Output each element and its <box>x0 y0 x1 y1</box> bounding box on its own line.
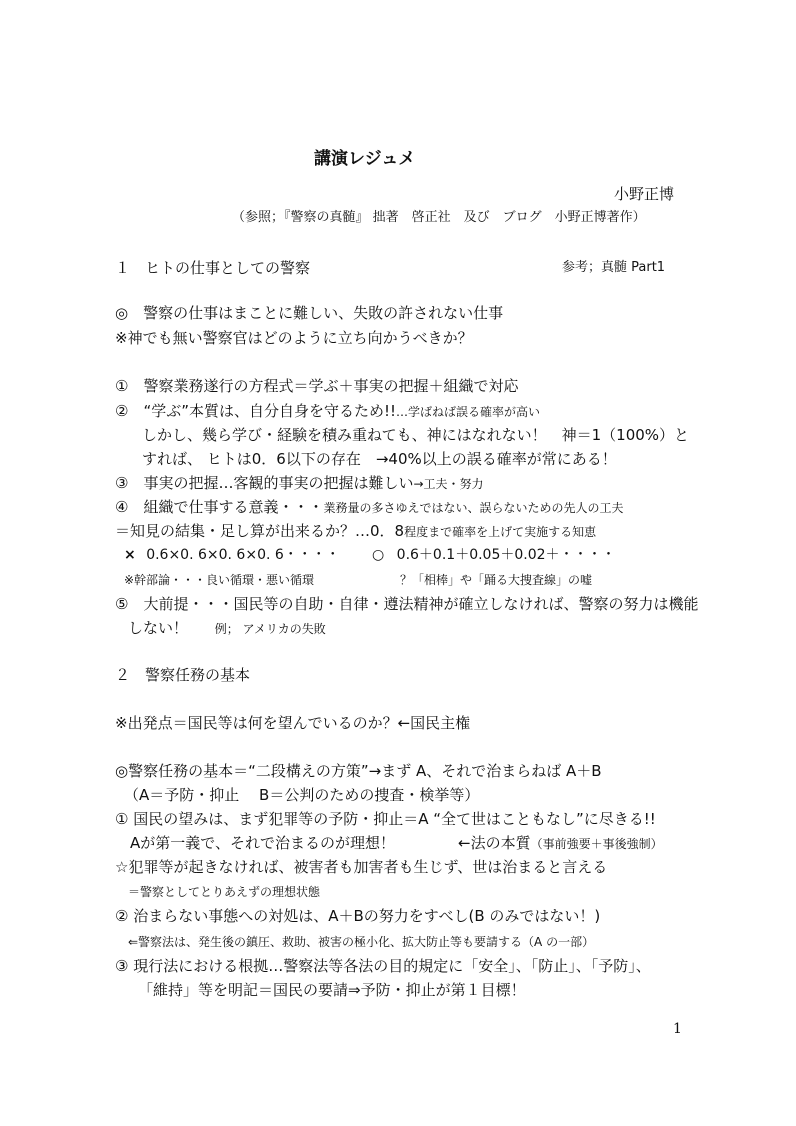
point-3: ③ 現行法における根拠…警察法等各法の目的規定に「安全」、「防止」、「予防」、 <box>115 957 651 975</box>
point-2-continued: すれば、 ヒトは0．6以下の存在 →40%以上の誤る確率が常にある！ <box>142 450 617 468</box>
law-essence-text: ←法の本質 <box>458 834 531 852</box>
point-4-continued <box>115 521 596 542</box>
note-leadership: ※幹部論・・・良い循環・悪い循環 <box>124 573 315 587</box>
point-5-continued <box>128 618 326 639</box>
text-line: ※出発点＝国民等は何を望んでいるのか？←国民主権 <box>115 714 471 732</box>
point-4-text: ④ 組織で仕事する意義・・・ <box>115 498 324 516</box>
point-5: ⑤ 大前提・・・国民等の自助・自律・遵法精神が確立しなければ、警察の努力は機能 <box>115 595 699 613</box>
point-3-continued: 「維持」等を明記＝国民の要請⇒予防・抑止が第１目標！ <box>138 981 526 999</box>
point-2-note: …学ばねば誤る確率が高い <box>396 405 541 419</box>
text-line: ※神でも無い警察官はどのように立ち向かうべきか？ <box>115 329 473 347</box>
document-title: 講演レジュメ <box>314 149 416 169</box>
point-1: ① 警察業務遂行の方程式＝学ぶ＋事実の把握＋組織で対応 <box>115 377 519 395</box>
point-2-continued: しかし、幾ら学び・経験を積み重ねても、神にはなれない！ 神＝1（100%）と <box>142 426 690 444</box>
reference-note: （参照；『警察の真髄』 拙著 啓正社 及び ブログ 小野正博著作） <box>232 210 646 225</box>
point-2-note: ⇐警察法は、発生後の鎮圧、救助、被害の極小化、拡大防止等も要請する（A の一部） <box>128 935 595 949</box>
text-line: ◎ 警察の仕事はまことに難しい、失敗の許されない仕事 <box>115 304 504 322</box>
text-line: ◎警察任務の基本＝“二段構えの方策”→まず A、それで治まらねば A＋B <box>115 762 602 780</box>
point-5-note: 例； アメリカの失敗 <box>214 622 326 636</box>
point-4-continued-text: ＝知見の結集・足し算が出来るか？…0．8 <box>115 522 405 540</box>
point-1: ① 国民の望みは、まず犯罪等の予防・抑止＝A “全て世はこともなし”に尽きる!! <box>115 810 656 828</box>
circle-expression: 0.6＋0.1＋0.05＋0.02＋・・・・ <box>396 547 616 563</box>
point-3 <box>115 473 484 494</box>
note-drama: ？「相棒」や「踊る大捜査線」の嘘 <box>400 573 593 587</box>
cross-expression: 0.6×0. 6×0. 6×0. 6・・・・ <box>146 547 340 563</box>
point-1-continued: Aが第一義で、それで治まるのが理想！ <box>130 834 395 852</box>
section-2-heading: ２ 警察任務の基本 <box>115 666 251 684</box>
section-1-heading: １ ヒトの仕事としての警察 <box>115 259 311 277</box>
point-2-text: ② “学ぶ”本質は、自分自身を守るため!! <box>115 402 397 420</box>
text-line: （A＝予防・抑止 B＝公判のための捜査・検挙等） <box>124 786 480 804</box>
author-name: 小野正博 <box>614 185 675 203</box>
cross-mark: × <box>124 547 136 563</box>
point-2: ② 治まらない事態への対処は、A＋Bの努力をすべし(B のみではない！) <box>115 907 601 925</box>
point-2 <box>115 401 540 422</box>
law-essence-note <box>458 833 663 854</box>
law-essence-detail: （事前強要＋事後強制） <box>530 837 663 851</box>
point-4-continued-note: 程度まで確率を上げて実施する知恵 <box>404 525 597 539</box>
point-3-note: →工夫・努力 <box>413 477 484 491</box>
star-note: ＝警察としてとりあえずの理想状態 <box>128 885 321 899</box>
point-4 <box>115 497 623 518</box>
calc-line <box>124 545 340 565</box>
page-number: 1 <box>673 1021 682 1037</box>
star-line: ☆犯罪等が起きなければ、被害者も加害者も生じず、世は治まると言える <box>115 858 608 876</box>
point-5-continued-text: しない！ <box>128 619 189 637</box>
point-3-text: ③ 事実の把握…客観的事実の把握は難しい <box>115 474 414 492</box>
section-1-reference: 参考；真髄 Part1 <box>562 260 666 275</box>
calc-line-right <box>372 545 616 565</box>
circle-mark: ○ <box>372 547 385 563</box>
point-4-note: 業務量の多さゆえではない、誤らないための先人の工夫 <box>323 501 624 515</box>
